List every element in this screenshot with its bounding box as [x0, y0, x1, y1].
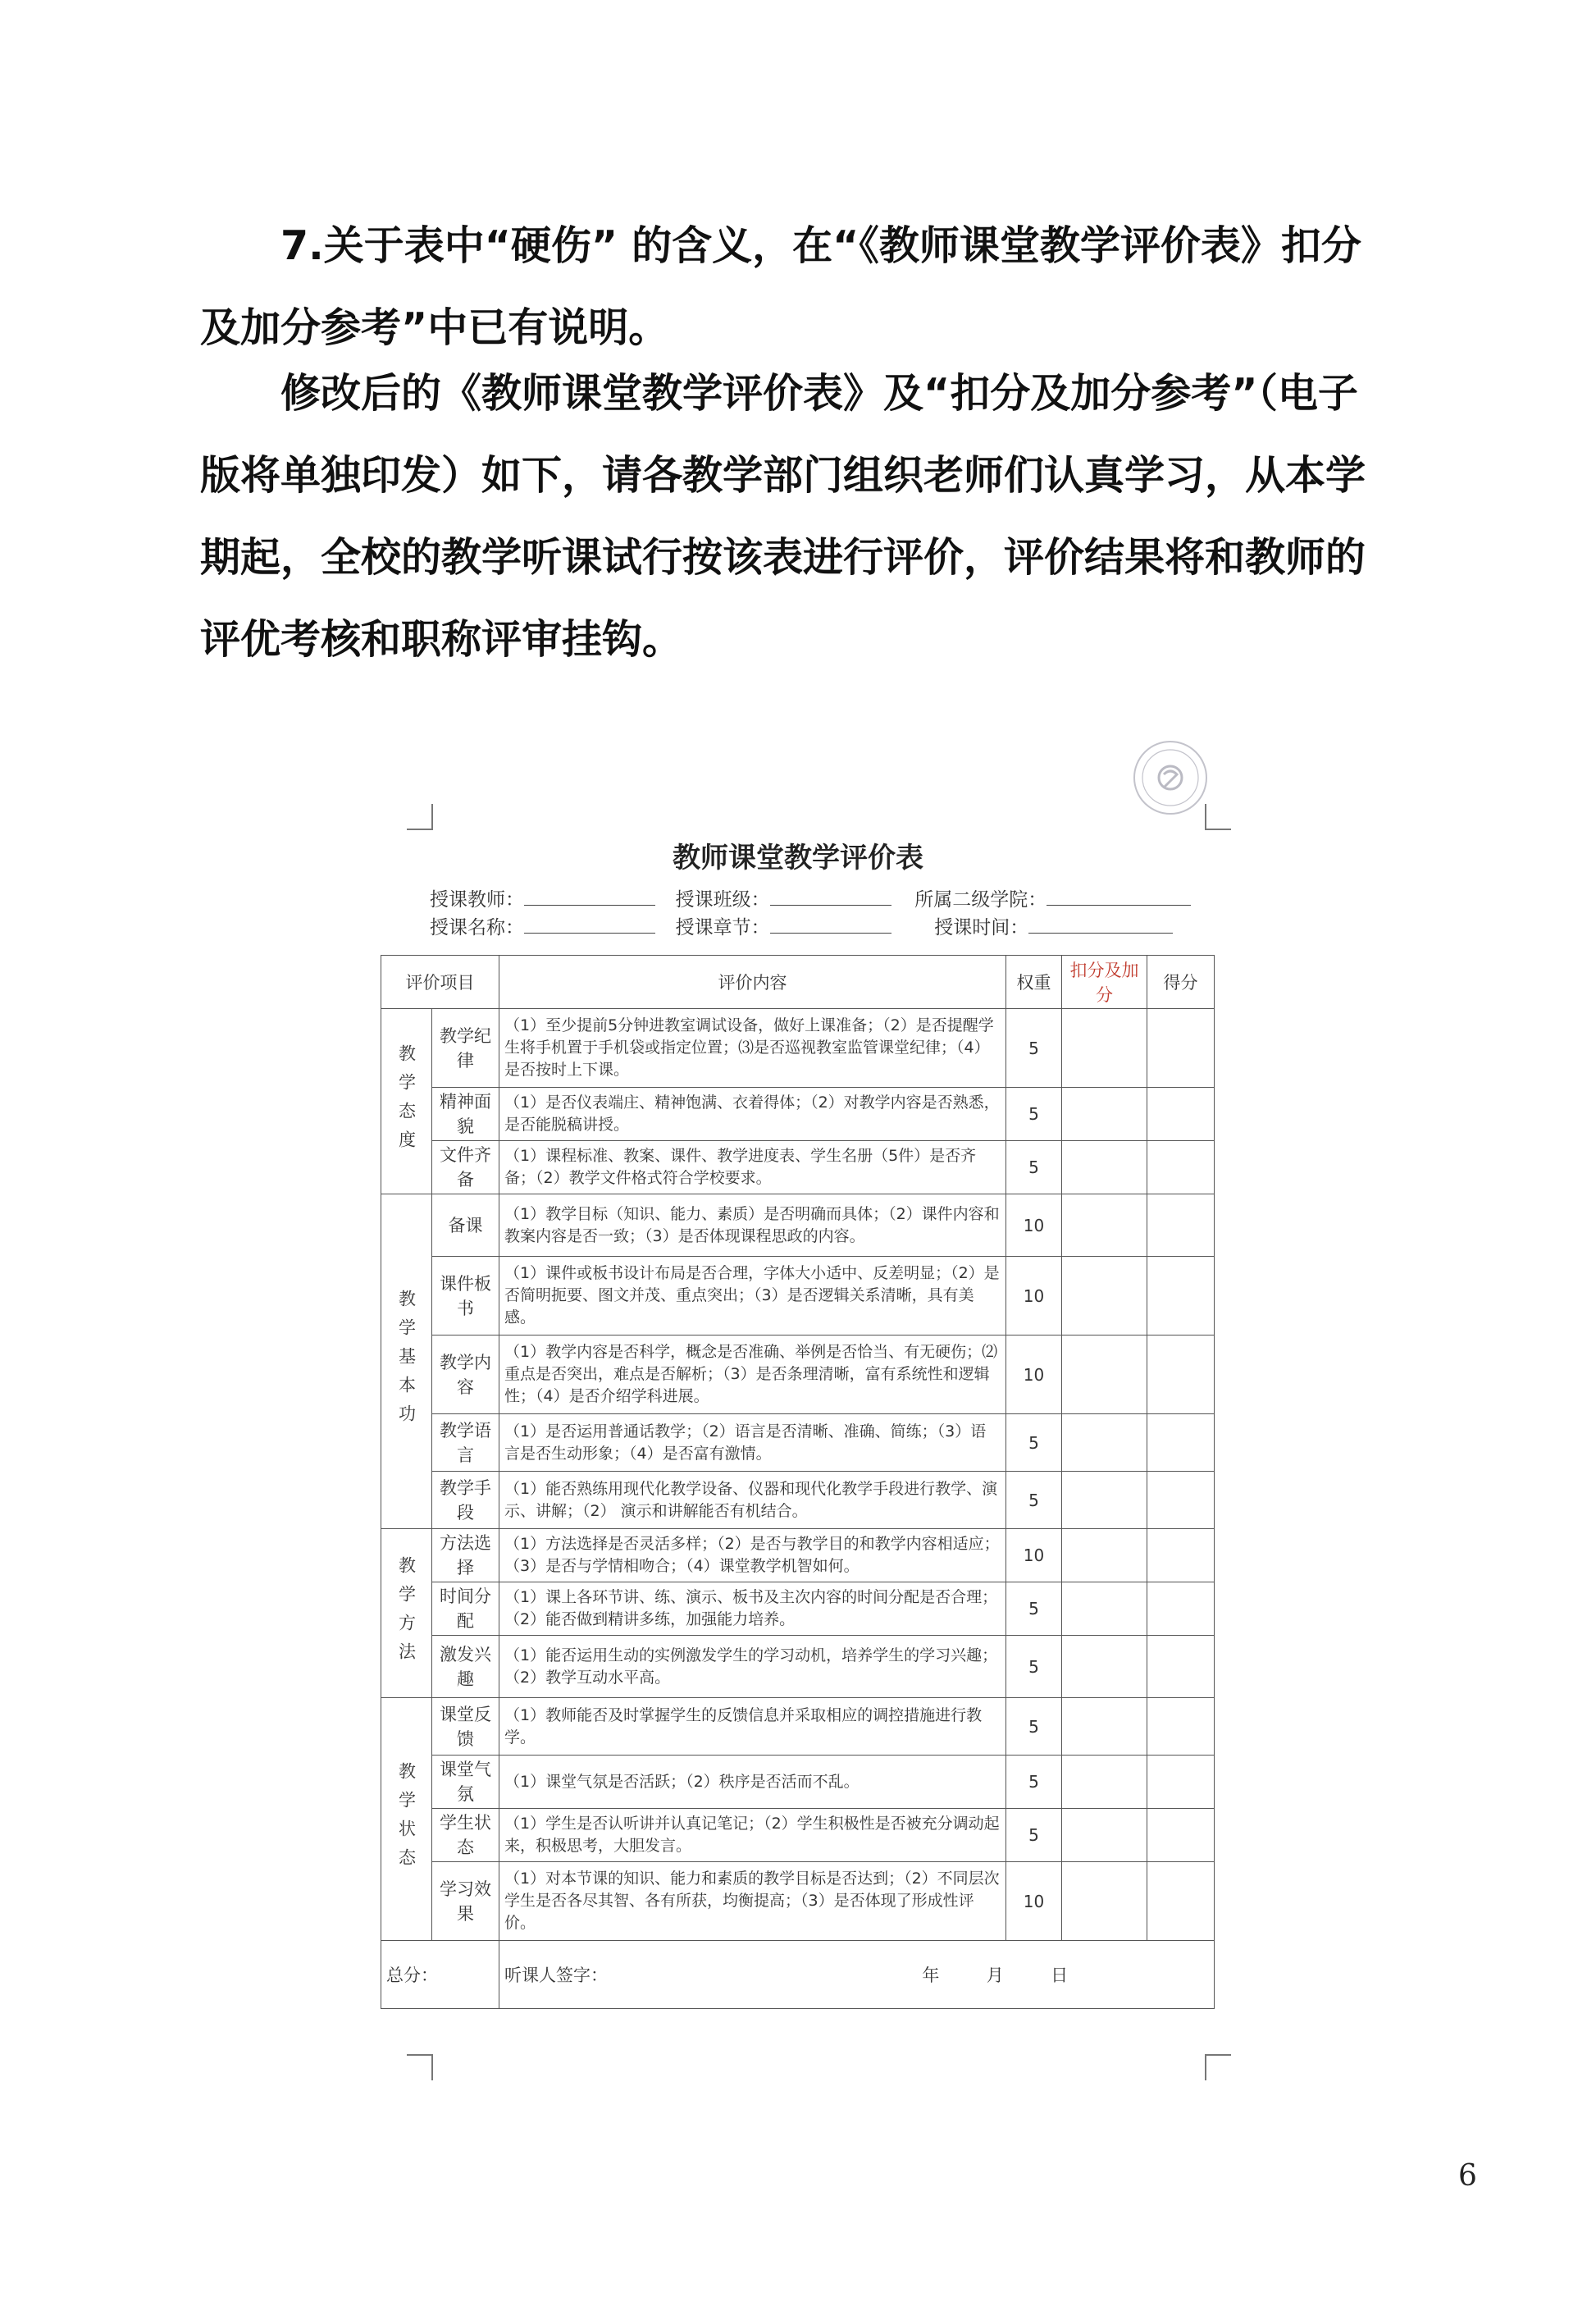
category-cell: 教学态度 — [381, 1009, 432, 1194]
bonus-input-cell[interactable] — [1062, 1009, 1147, 1088]
content-cell: （1）对本节课的知识、能力和素质的教学目标是否达到；（2）不同层次学生是否各尽其智、各有所获，均衡提高；（3）是否体现了形成性评价。 — [499, 1862, 1006, 1941]
subitem-cell: 课堂反馈 — [432, 1698, 499, 1756]
weight-cell: 5 — [1006, 1414, 1062, 1472]
weight-cell: 10 — [1006, 1862, 1062, 1941]
bonus-input-cell[interactable] — [1062, 1698, 1147, 1756]
table-row — [381, 1529, 1215, 1582]
score-input-cell[interactable] — [1147, 1472, 1215, 1529]
class-label: 授课班级： — [675, 889, 770, 911]
crop-mark-bottom-left — [407, 2054, 433, 2080]
table-row — [381, 1336, 1215, 1414]
score-input-cell[interactable] — [1147, 1636, 1215, 1698]
time-blank — [1028, 916, 1173, 934]
header-item: 评价项目 — [381, 956, 499, 1009]
table-row — [381, 1862, 1215, 1941]
total-label: 总分： — [381, 1941, 499, 2009]
table-row — [381, 1756, 1215, 1809]
time-label: 授课时间： — [934, 917, 1029, 938]
subitem-cell: 教学内容 — [432, 1336, 499, 1414]
table-body — [381, 1009, 1215, 1941]
content-cell: （1）课上各环节讲、练、演示、板书及主次内容的时间分配是否合理；（2）能否做到精讲多练，加强能力培养。 — [499, 1582, 1006, 1636]
subitem-cell: 激发兴趣 — [432, 1636, 499, 1698]
teacher-label: 授课教师： — [430, 889, 524, 911]
header-content: 评价内容 — [499, 956, 1006, 1009]
weight-cell: 5 — [1006, 1472, 1062, 1529]
bonus-input-cell[interactable] — [1062, 1582, 1147, 1636]
subitem-cell: 学习效果 — [432, 1862, 499, 1941]
class-blank — [770, 888, 891, 906]
score-input-cell[interactable] — [1147, 1009, 1215, 1088]
header-weight: 权重 — [1006, 956, 1062, 1009]
paragraph-1-text: 7.关于表中“硬伤” 的含义，在“《教师课堂教学评价表》扣分及加分参考”中已有说明。 — [200, 222, 1361, 351]
content-cell: （1）教学目标（知识、能力、素质）是否明确而具体；（2）课件内容和教案内容是否一致；（3）是否体现课程思政的内容。 — [499, 1194, 1006, 1257]
evaluation-table — [381, 955, 1215, 2009]
content-cell: （1）课程标准、教案、课件、教学进度表、学生名册（5件）是否齐备；（2）教学文件格式符合学校要求。 — [499, 1141, 1006, 1194]
content-cell: （1）能否运用生动的实例激发学生的学习动机，培养学生的学习兴趣；（2）教学互动水平高。 — [499, 1636, 1006, 1698]
weight-cell: 10 — [1006, 1529, 1062, 1582]
table-row — [381, 1009, 1215, 1088]
subitem-cell: 时间分配 — [432, 1582, 499, 1636]
content-cell: （1）课堂气氛是否活跃；（2）秩序是否活而不乱。 — [499, 1756, 1006, 1809]
school-seal-icon — [1131, 738, 1210, 817]
category-cell: 教学基本功 — [381, 1194, 432, 1529]
crop-mark-bottom-right — [1205, 2054, 1231, 2080]
bonus-input-cell[interactable] — [1062, 1472, 1147, 1529]
score-input-cell[interactable] — [1147, 1698, 1215, 1756]
weight-cell: 10 — [1006, 1257, 1062, 1336]
subitem-cell: 精神面貌 — [432, 1088, 499, 1141]
info-row-2 — [430, 912, 1201, 939]
content-cell: （1）学生是否认听讲并认真记笔记；（2）学生积极性是否被充分调动起来，积极思考，大胆发言。 — [499, 1809, 1006, 1862]
year-label: 年 — [922, 1966, 940, 1985]
weight-cell: 5 — [1006, 1141, 1062, 1194]
weight-cell: 5 — [1006, 1088, 1062, 1141]
weight-cell: 5 — [1006, 1756, 1062, 1809]
weight-cell: 5 — [1006, 1636, 1062, 1698]
subitem-cell: 课堂气氛 — [432, 1756, 499, 1809]
crop-mark-top-left — [407, 804, 433, 830]
bonus-input-cell[interactable] — [1062, 1336, 1147, 1414]
college-label: 所属二级学院： — [914, 889, 1047, 911]
category-cell: 教学状态 — [381, 1698, 432, 1941]
table-row — [381, 1698, 1215, 1756]
bonus-input-cell[interactable] — [1062, 1529, 1147, 1582]
table-row — [381, 1257, 1215, 1336]
table-row — [381, 1636, 1215, 1698]
content-cell: （1）教学内容是否科学，概念是否准确、举例是否恰当、有无硬伤；⑵重点是否突出，难点是否解析；（3）是否条理清晰，富有系统性和逻辑性；（4）是否介绍学科进展。 — [499, 1336, 1006, 1414]
score-input-cell[interactable] — [1147, 1862, 1215, 1941]
signature-cell — [499, 1941, 1215, 2009]
teacher-blank — [524, 888, 655, 906]
bonus-input-cell[interactable] — [1062, 1194, 1147, 1257]
table-header-row — [381, 956, 1215, 1009]
weight-cell: 5 — [1006, 1809, 1062, 1862]
day-label: 日 — [1051, 1966, 1069, 1985]
table-footer-row — [381, 1941, 1215, 2009]
page-number: 6 — [1458, 2159, 1477, 2193]
content-cell: （1）课件或板书设计布局是否合理，字体大小适中、反差明显；（2）是否简明扼要、图文并茂、重点突出；（3）是否逻辑关系清晰，具有美感。 — [499, 1257, 1006, 1336]
bonus-input-cell[interactable] — [1062, 1257, 1147, 1336]
paragraph-2-text: 修改后的《教师课堂教学评价表》及“扣分及加分参考”（电子版将单独印发）如下，请各教学部门组织老师们认真学习，从本学期起，全校的教学听课试行按该表进行评价，评价结果将和教师的评优考核和职称评审挂钩。 — [200, 370, 1366, 663]
bonus-input-cell[interactable] — [1062, 1088, 1147, 1141]
content-cell: （1）方法选择是否灵活多样；（2）是否与教学目的和教学内容相适应；（3）是否与学情相吻合；（4）课堂教学机智如何。 — [499, 1529, 1006, 1582]
score-input-cell[interactable] — [1147, 1141, 1215, 1194]
table-row — [381, 1472, 1215, 1529]
subitem-cell: 教学语言 — [432, 1414, 499, 1472]
course-blank — [524, 916, 655, 934]
weight-cell: 10 — [1006, 1336, 1062, 1414]
weight-cell: 5 — [1006, 1009, 1062, 1088]
bonus-input-cell[interactable] — [1062, 1756, 1147, 1809]
paragraph-2 — [200, 353, 1398, 681]
content-cell: （1）是否运用普通话教学；（2）语言是否清晰、准确、简练；（3）语言是否生动形象；（4）是否富有激情。 — [499, 1414, 1006, 1472]
score-input-cell[interactable] — [1147, 1088, 1215, 1141]
weight-cell: 5 — [1006, 1698, 1062, 1756]
signer-label: 听课人签字： — [504, 1966, 608, 1985]
form-title: 教师课堂教学评价表 — [673, 842, 923, 874]
content-cell: （1）教师能否及时掌握学生的反馈信息并采取相应的调控措施进行教学。 — [499, 1698, 1006, 1756]
table-row — [381, 1141, 1215, 1194]
score-input-cell[interactable] — [1147, 1336, 1215, 1414]
subitem-cell: 教学纪律 — [432, 1009, 499, 1088]
weight-cell: 5 — [1006, 1582, 1062, 1636]
bonus-input-cell[interactable] — [1062, 1862, 1147, 1941]
table-row — [381, 1088, 1215, 1141]
table-row — [381, 1194, 1215, 1257]
subitem-cell: 方法选择 — [432, 1529, 499, 1582]
category-cell: 教学方法 — [381, 1529, 432, 1698]
table-row — [381, 1414, 1215, 1472]
header-score: 得分 — [1147, 956, 1215, 1009]
paragraph-1 — [200, 205, 1398, 369]
info-row-1 — [430, 884, 1201, 911]
score-input-cell[interactable] — [1147, 1582, 1215, 1636]
subitem-cell: 文件齐备 — [432, 1141, 499, 1194]
score-input-cell[interactable] — [1147, 1529, 1215, 1582]
evaluation-form-image — [381, 738, 1215, 2084]
score-input-cell[interactable] — [1147, 1414, 1215, 1472]
header-bonus: 扣分及加分 — [1062, 956, 1147, 1009]
course-label: 授课名称： — [430, 917, 524, 938]
bonus-input-cell[interactable] — [1062, 1414, 1147, 1472]
score-input-cell[interactable] — [1147, 1257, 1215, 1336]
bonus-input-cell[interactable] — [1062, 1636, 1147, 1698]
bonus-input-cell[interactable] — [1062, 1141, 1147, 1194]
subitem-cell: 教学手段 — [432, 1472, 499, 1529]
content-cell: （1）至少提前5分钟进教室调试设备，做好上课准备；（2）是否提醒学生将手机置于手机袋或指定位置；⑶是否巡视教室监管课堂纪律；（4）是否按时上下课。 — [499, 1009, 1006, 1088]
chapter-blank — [770, 916, 891, 934]
score-input-cell[interactable] — [1147, 1194, 1215, 1257]
chapter-label: 授课章节： — [675, 917, 770, 938]
content-cell: （1）是否仪表端庄、精神饱满、衣着得体；（2）对教学内容是否熟悉，是否能脱稿讲授。 — [499, 1088, 1006, 1141]
college-blank — [1047, 888, 1191, 906]
month-label: 月 — [986, 1966, 1004, 1985]
weight-cell: 10 — [1006, 1194, 1062, 1257]
score-input-cell[interactable] — [1147, 1756, 1215, 1809]
content-cell: （1）能否熟练用现代化教学设备、仪器和现代化教学手段进行教学、演示、讲解；（2） 演示和讲解能否有机结合。 — [499, 1472, 1006, 1529]
table-row — [381, 1809, 1215, 1862]
score-input-cell[interactable] — [1147, 1809, 1215, 1862]
subitem-cell: 课件板书 — [432, 1257, 499, 1336]
subitem-cell: 备课 — [432, 1194, 499, 1257]
table-row — [381, 1582, 1215, 1636]
subitem-cell: 学生状态 — [432, 1809, 499, 1862]
bonus-input-cell[interactable] — [1062, 1809, 1147, 1862]
